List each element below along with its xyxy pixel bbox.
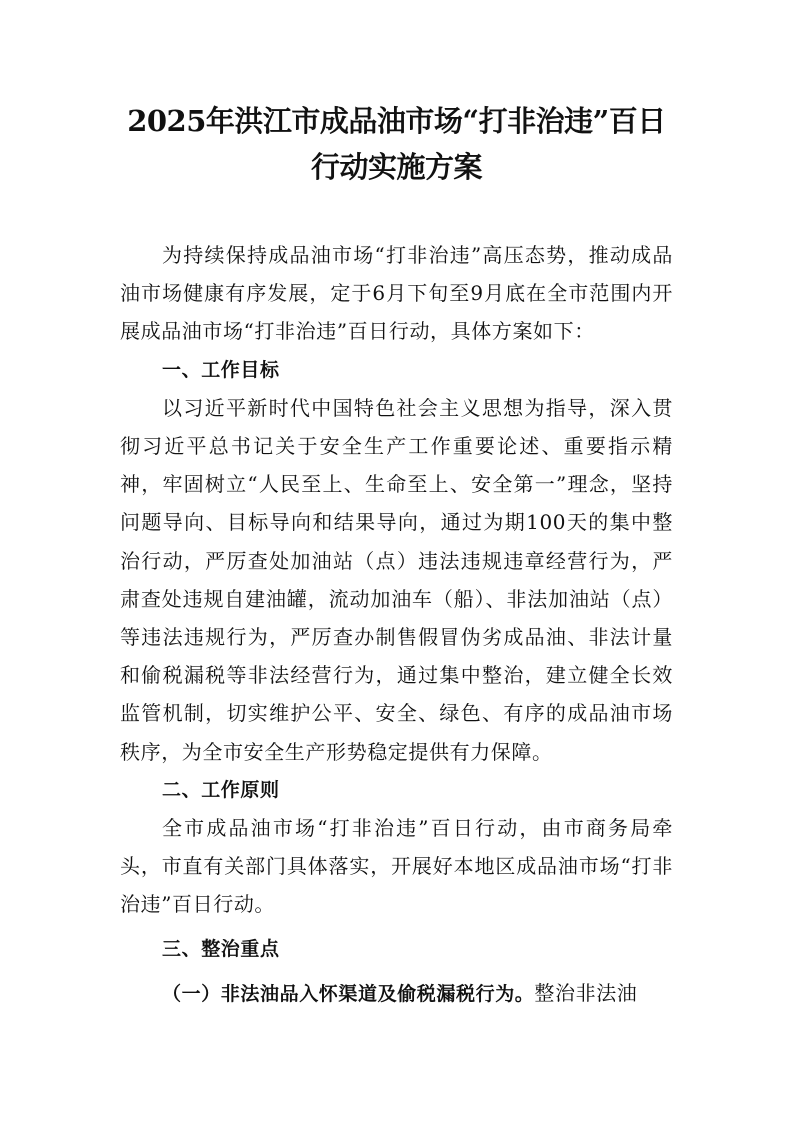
document-title-line-2: 行动实施方案 <box>310 150 482 184</box>
goals-paragraph: 以习近平新时代中国特色社会主义思想为指导，深入贯彻习近平总书记关于安全生产工作重要论述、重要指示精神，牢固树立“人民至上、生命至上、安全第一”理念，坚持问题导向、目标导向和结果导向，通过为期100天的集中整治行动，严厉查处加油站（点）违法违规违章经营行为，严肃查处违规自建油罐，流动加油车（船）、非法加油站（点）等违法违规行为，严厉查办制售假冒伪劣成品油、非法计量和偷税漏税等非法经营行为，通过集中整治，建立健全长效监管机制，切实维护公平、安全、绿色、有序的成品油市场秩序，为全市安全生产形势稳定提供有力保障。 <box>120 395 673 764</box>
focus-subsection <box>120 974 673 1013</box>
focus-subsection-title: （一）非法油品入怀渠道及偷税漏税行为。 <box>162 982 535 1005</box>
document-body <box>120 236 673 1013</box>
intro-paragraph: 为持续保持成品油市场“打非治违”高压态势，推动成品油市场健康有序发展，定于6月下旬至9月底在全市范围内开展成品油市场“打非治违”百日行动，具体方案如下： <box>120 243 673 344</box>
principles-paragraph: 全市成品油市场“打非治违”百日行动，由市商务局牵头，市直有关部门具体落实，开展好本地区成品油市场“打非治违”百日行动。 <box>120 816 673 917</box>
document-title-line-1: 2025年洪江市成品油市场“打非治违”百日 <box>127 104 666 138</box>
section-heading-focus: 三、整治重点 <box>162 937 280 960</box>
focus-subsection-text: 整治非法油 <box>534 980 638 1005</box>
section-heading-goals: 一、工作目标 <box>162 358 280 381</box>
section-heading-principles: 二、工作原则 <box>162 778 280 801</box>
